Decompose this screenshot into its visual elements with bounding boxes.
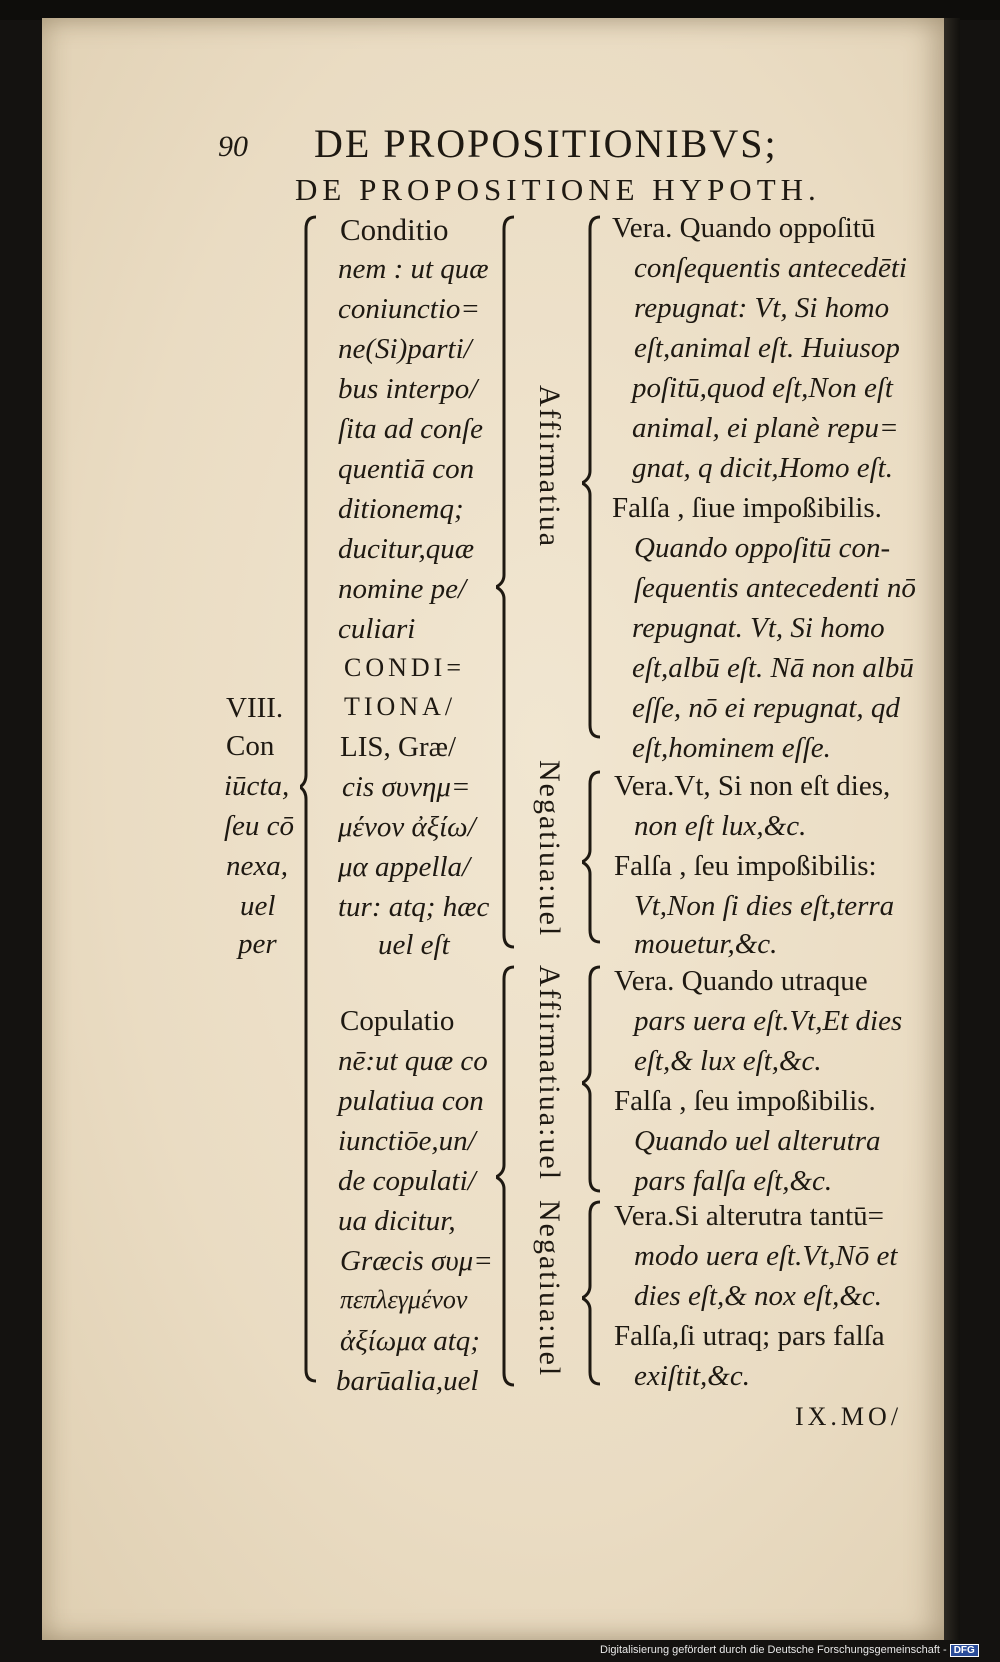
text-line: animal, ei planè repu= [632,412,899,444]
text-line: Vt,Non ſi dies eſt,terra [634,890,895,922]
text-line: ducitur,quæ [338,533,475,565]
left-label-line: per [238,928,277,960]
text-line: pars falſa eſt,&c. [634,1165,833,1197]
text-line: iunctiōe,un/ [338,1125,476,1157]
text-line: mouetur,&c. [634,928,778,960]
text-line: Falſa , ſeu impoßibilis. [614,1085,876,1117]
text-line: dies eſt,& nox eſt,&c. [634,1280,883,1312]
bracket-copulative [496,965,520,1395]
left-label-line: VIII. [226,692,284,724]
text-line: Falſa , ſeu impoßibilis: [614,850,877,882]
text-line: TIONA/ [344,692,457,721]
text-line: nomine pe/ [338,573,467,605]
bracket-main [300,215,322,1385]
text-line: cis συνημ= [342,771,471,803]
text-line: poſitū,quod eſt,Non eſt [632,372,893,404]
vertical-label-affirmativa-copul: Affirmatiua:uel [533,965,566,1182]
text-line: barūalia,uel [336,1365,479,1397]
text-line: Conditio [340,212,449,247]
text-line: repugnat. Vt, Si homo [632,612,885,644]
text-line: quentiā con [338,453,475,485]
text-line: eſſe, nō ei repugnat, qd [632,692,900,724]
scan-border [0,0,1000,20]
text-line: πεπλεγμένον [340,1285,468,1314]
bracket-a [582,215,606,745]
text-line: ſequentis antecedenti nō [634,572,916,604]
text-line: pulatiua con [338,1085,484,1117]
text-line: Quando oppoſitū con- [634,532,891,564]
left-label-line: Con [226,730,275,762]
text-line: tur: atq; hæc [338,891,490,923]
text-line: eſt,hominem eſſe. [632,732,831,764]
text-line: CONDI= [344,653,465,682]
running-title: DE PROPOSITIONIBVS; [314,121,778,166]
text-line: Vera.Vt, Si non eſt dies, [614,770,891,802]
text-line: de copulati/ [338,1165,476,1197]
book-edge [944,18,960,1640]
text-line: modo uera eſt.Vt,Nō et [634,1240,898,1272]
left-label-line: ſeu cō [224,810,295,842]
text-line: nē:ut quæ co [338,1045,488,1077]
bracket-c [582,965,606,1195]
text-line: Falſa,ſi utraq; pars falſa [614,1320,885,1352]
text-line: repugnat: Vt, Si homo [634,292,890,324]
text-line: Vera. Quando oppoſitū [612,212,876,244]
text-line: Quando uel alterutra [634,1125,881,1157]
bracket-b [582,770,606,948]
text-line: LIS, Græ/ [340,731,456,763]
text-line: ne(Si)parti/ [338,333,472,365]
bracket-conditional [496,215,520,955]
text-line: nem : ut quæ [338,253,489,285]
text-line: Vera.Si alterutra tantū= [614,1200,885,1232]
catchword: IX.MO/ [795,1402,903,1431]
text-line: Vera. Quando utraque [614,965,868,997]
text-line: μα appella/ [338,851,471,883]
vertical-label-negativa-copul: Negatiua:uel [533,1200,566,1378]
left-label-line: iūcta, [224,770,290,802]
text-line: ua dicitur, [338,1205,456,1237]
text-line: pars uera eſt.Vt,Et dies [634,1005,903,1037]
vertical-label-affirmativa: Affirmatiua [533,385,566,549]
vertical-label-negativa: Negatiua:uel [533,760,566,938]
digitization-footer [600,1644,979,1657]
text-line: bus interpo/ [338,373,478,405]
text-line: conſequentis antecedēti [634,252,907,284]
text-line: eſt,albū eſt. Nā non albū [632,652,914,684]
section-title: DE PROPOSITIONE HYPOTH. [295,172,821,207]
text-line: ἀξίωμα atq; [340,1325,480,1357]
text-line: eſt,animal eſt. Huiusop [634,332,900,364]
footer-text: Digitalisierung gefördert durch die Deutsche Forschungsgemeinschaft - [600,1644,947,1656]
text-line: Falſa , ſiue impoßibilis. [612,492,882,524]
text-line: ſita ad conſe [338,413,483,445]
bracket-d [582,1200,606,1390]
text-line: exiſtit,&c. [634,1360,750,1392]
left-label-line: uel [240,890,276,922]
page-number: 90 [218,130,248,163]
text-line: ditionemq; [338,493,464,525]
text-line: uel eſt [378,929,450,961]
text-line: gnat, q dicit,Homo eſt. [632,452,893,484]
text-line: non eſt lux,&c. [634,810,807,842]
text-line: Græcis συμ= [340,1245,493,1277]
dfg-logo: DFG [950,1644,979,1657]
text-line: culiari [338,613,416,645]
text-line: eſt,& lux eſt,&c. [634,1045,822,1077]
text-line: coniunctio= [338,293,480,325]
left-label-line: nexa, [226,850,288,882]
text-line: Copulatio [340,1005,455,1037]
text-line: μένον ἀξίω/ [338,811,476,843]
